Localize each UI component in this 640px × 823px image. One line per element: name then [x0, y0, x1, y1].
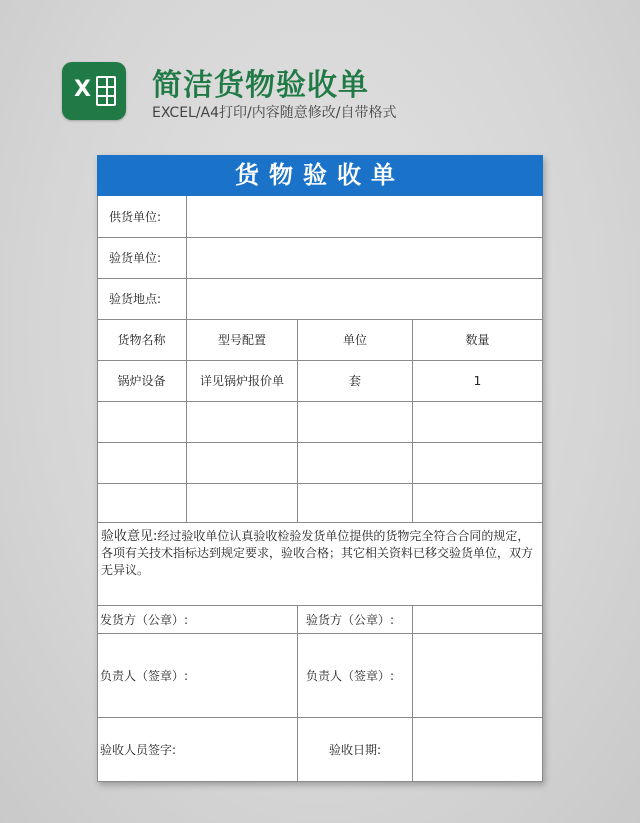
column-header: 数量: [465, 333, 490, 347]
shipper-seal-label: 发货方（公章）:: [100, 612, 189, 627]
page-header: [0, 0, 640, 140]
table-cell[interactable]: 详见锅炉报价单: [199, 374, 284, 388]
excel-grid-icon: [96, 76, 116, 106]
receiver-person-label: 负责人（签章）:: [306, 668, 395, 683]
table-cell[interactable]: [97, 483, 186, 522]
page-subtitle: EXCEL/A4打印/内容随意修改/自带格式: [152, 105, 397, 121]
location-field[interactable]: [187, 278, 542, 319]
supplier-field[interactable]: [187, 196, 542, 237]
receiver-seal-field[interactable]: [413, 605, 542, 633]
inspection-form: [97, 155, 543, 782]
row-divider: [97, 522, 543, 523]
column-header: 单位: [342, 333, 367, 347]
opinion-text: 经过验收单位认真验收检验发货单位提供的货物完全符合合同的规定，各项有关技术指标达到规定要求，验收合格；其它相关资料已移交验货单位，双方无异议。: [101, 529, 534, 577]
inspector-field[interactable]: [187, 237, 542, 278]
excel-x-letter: X: [74, 77, 91, 102]
date-field[interactable]: [413, 717, 542, 781]
border-right: [542, 196, 543, 782]
column-header: 货物名称: [117, 333, 166, 347]
table-cell[interactable]: [187, 401, 297, 442]
table-cell[interactable]: [187, 442, 297, 483]
table-cell[interactable]: [97, 442, 186, 483]
inspector-label: 验货单位:: [109, 251, 162, 265]
table-cell[interactable]: [413, 483, 542, 522]
column-header: 型号配置: [217, 333, 266, 347]
table-cell[interactable]: [413, 401, 542, 442]
table-cell[interactable]: 锅炉设备: [117, 374, 166, 388]
table-cell[interactable]: 套: [348, 374, 361, 388]
table-cell[interactable]: [298, 442, 412, 483]
opinion-label: 验收意见:: [101, 529, 158, 544]
page-title: 简洁货物验收单: [152, 68, 369, 103]
table-cell[interactable]: [187, 483, 297, 522]
signer-label: 验收人员签字:: [100, 742, 177, 757]
table-cell[interactable]: [413, 442, 542, 483]
border-bottom: [97, 781, 543, 782]
receiver-person-field[interactable]: [413, 633, 542, 717]
form-title: 货物验收单: [97, 155, 543, 196]
table-cell[interactable]: 1: [473, 373, 482, 388]
table-cell[interactable]: [298, 483, 412, 522]
date-label: 验收日期:: [328, 742, 382, 757]
excel-icon: [62, 62, 126, 120]
table-cell[interactable]: [97, 401, 186, 442]
shipper-person-label: 负责人（签章）:: [100, 668, 189, 683]
inspection-opinion[interactable]: [101, 528, 539, 579]
supplier-label: 供货单位:: [109, 210, 162, 224]
table-cell[interactable]: [298, 401, 412, 442]
location-label: 验货地点:: [109, 292, 162, 306]
receiver-seal-label: 验货方（公章）:: [306, 612, 395, 627]
